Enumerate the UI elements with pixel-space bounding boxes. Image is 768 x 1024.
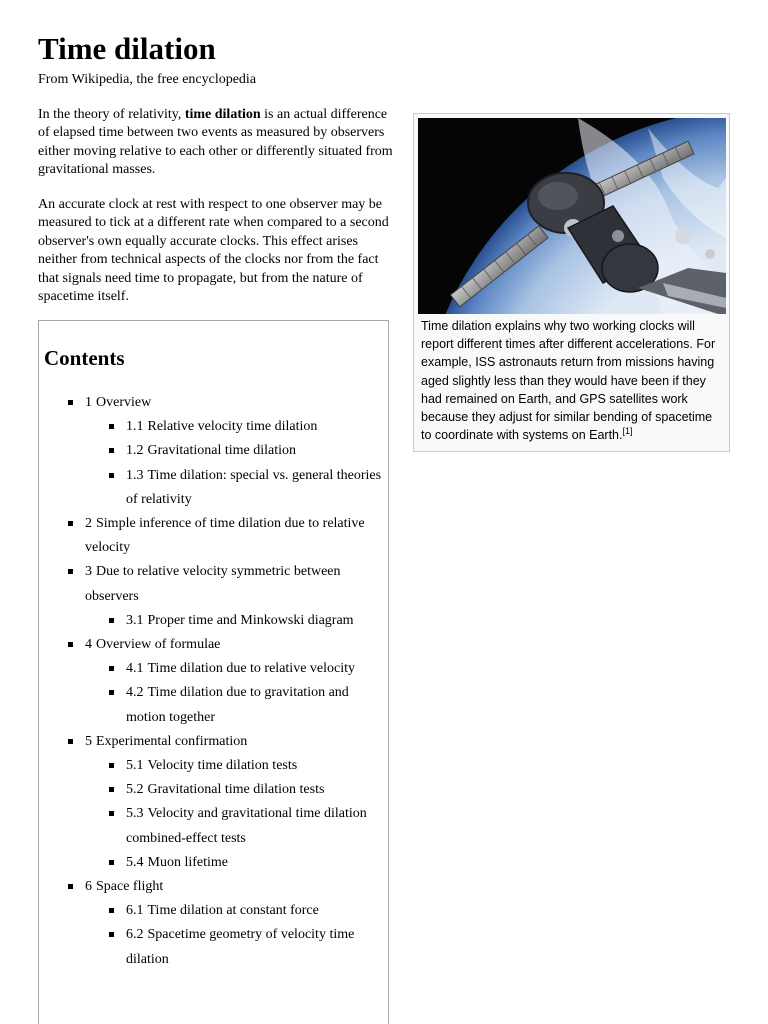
toc-text: Due to relative velocity symmetric between observers bbox=[85, 564, 341, 604]
toc-number: 5.1 bbox=[126, 758, 144, 774]
toc-item[interactable] bbox=[39, 560, 390, 608]
toc-number: 5.4 bbox=[126, 854, 144, 870]
toc-number: 3 bbox=[85, 564, 92, 580]
toc-number: 5.3 bbox=[126, 806, 144, 822]
toc-text: Time dilation due to gravitation and motion together bbox=[126, 685, 349, 725]
toc-text: Spacetime geometry of velocity time dilation bbox=[126, 927, 355, 967]
toc-number: 1.3 bbox=[126, 467, 144, 483]
toc-number: 3.1 bbox=[126, 612, 144, 628]
toc-text: Velocity and gravitational time dilation combined-effect tests bbox=[126, 806, 367, 846]
intro-paragraph-2: An accurate clock at rest with respect to one observer may be measured to tick at a different rate when compared to a second observer's own equally accurate clocks. This effect arises neither from technical aspects of the clocks nor from the fact that signals need time to propagate, but from the nature of spacetime itself. bbox=[38, 197, 389, 305]
toc-item[interactable] bbox=[39, 851, 390, 875]
toc-number: 1.2 bbox=[126, 443, 144, 459]
intro-text-before: In the theory of relativity, bbox=[38, 107, 185, 122]
caption-text: Time dilation explains why two working clocks will report different times after different accelerations. For example, ISS astronauts return from missions having aged slightly less than they would have been if they had remained on Earth, and GPS satellites work because they adjust for similar bending of spacetime to coordinate with systems on Earth. bbox=[421, 319, 716, 443]
toc-text: Proper time and Minkowski diagram bbox=[147, 612, 354, 628]
toc-text: Time dilation at constant force bbox=[147, 903, 319, 919]
toc-text: Time dilation: special vs. general theories of relativity bbox=[126, 467, 382, 507]
toc-number: 4.2 bbox=[126, 685, 144, 701]
toc-item[interactable] bbox=[39, 802, 390, 850]
toc-title: Contents bbox=[44, 346, 125, 370]
toc-number: 5 bbox=[85, 733, 92, 749]
toc-number: 2 bbox=[85, 516, 92, 532]
toc-text: Velocity time dilation tests bbox=[147, 758, 298, 774]
toc-text: Gravitational time dilation tests bbox=[147, 782, 325, 798]
toc-number: 1 bbox=[85, 395, 92, 410]
infobox bbox=[413, 113, 730, 452]
toc-text: Time dilation due to relative velocity bbox=[147, 661, 355, 677]
toc-text: Gravitational time dilation bbox=[147, 443, 297, 459]
spacecraft-orbit-photo-icon[interactable] bbox=[418, 118, 726, 314]
toc-text: Relative velocity time dilation bbox=[147, 419, 318, 435]
toc-number: 4.1 bbox=[126, 661, 144, 677]
toc-item[interactable] bbox=[39, 730, 390, 754]
toc-text: Muon lifetime bbox=[147, 854, 228, 870]
toc-item[interactable] bbox=[39, 391, 390, 415]
toc-number: 6 bbox=[85, 879, 92, 895]
toc-text: Simple inference of time dilation due to relative velocity bbox=[85, 516, 365, 556]
toc-number: 1.1 bbox=[126, 419, 144, 435]
toc-item[interactable] bbox=[39, 778, 390, 802]
toc-item[interactable] bbox=[39, 875, 390, 899]
toc-item[interactable] bbox=[39, 633, 390, 657]
toc-item[interactable] bbox=[39, 657, 390, 681]
toc-text: Space flight bbox=[96, 879, 164, 895]
toc-item[interactable] bbox=[39, 899, 390, 923]
intro-bold-term[interactable]: time dilation bbox=[184, 107, 261, 122]
toc-item[interactable] bbox=[39, 609, 390, 633]
toc-text: Overview bbox=[96, 395, 152, 410]
toc-item[interactable] bbox=[39, 464, 390, 512]
toc-item[interactable] bbox=[39, 923, 390, 971]
toc-item[interactable] bbox=[39, 512, 390, 560]
toc-text: Overview of formulae bbox=[96, 637, 221, 653]
toc-number: 6.1 bbox=[126, 903, 144, 919]
intro-text-after: is an actual difference of elapsed time between two events as measured by observers either moving relative to each other or differently situated from gravitational masses. bbox=[38, 107, 393, 178]
table-of-contents bbox=[38, 320, 389, 1024]
toc-item[interactable] bbox=[39, 681, 390, 729]
reference-link[interactable]: [1] bbox=[622, 426, 633, 437]
toc-number: 6.2 bbox=[126, 927, 144, 943]
toc-text: Experimental confirmation bbox=[96, 733, 248, 749]
toc-item[interactable] bbox=[39, 754, 390, 778]
toc-item[interactable] bbox=[39, 415, 390, 439]
toc-number: 4 bbox=[85, 637, 92, 653]
toc-item[interactable] bbox=[39, 439, 390, 463]
infobox-caption bbox=[421, 317, 726, 444]
intro-paragraph-1 bbox=[38, 106, 398, 180]
toc-list bbox=[39, 391, 390, 972]
page-subtitle: From Wikipedia, the free encyclopedia bbox=[38, 72, 257, 87]
toc-number: 5.2 bbox=[126, 782, 144, 798]
page-title: Time dilation bbox=[38, 31, 216, 66]
